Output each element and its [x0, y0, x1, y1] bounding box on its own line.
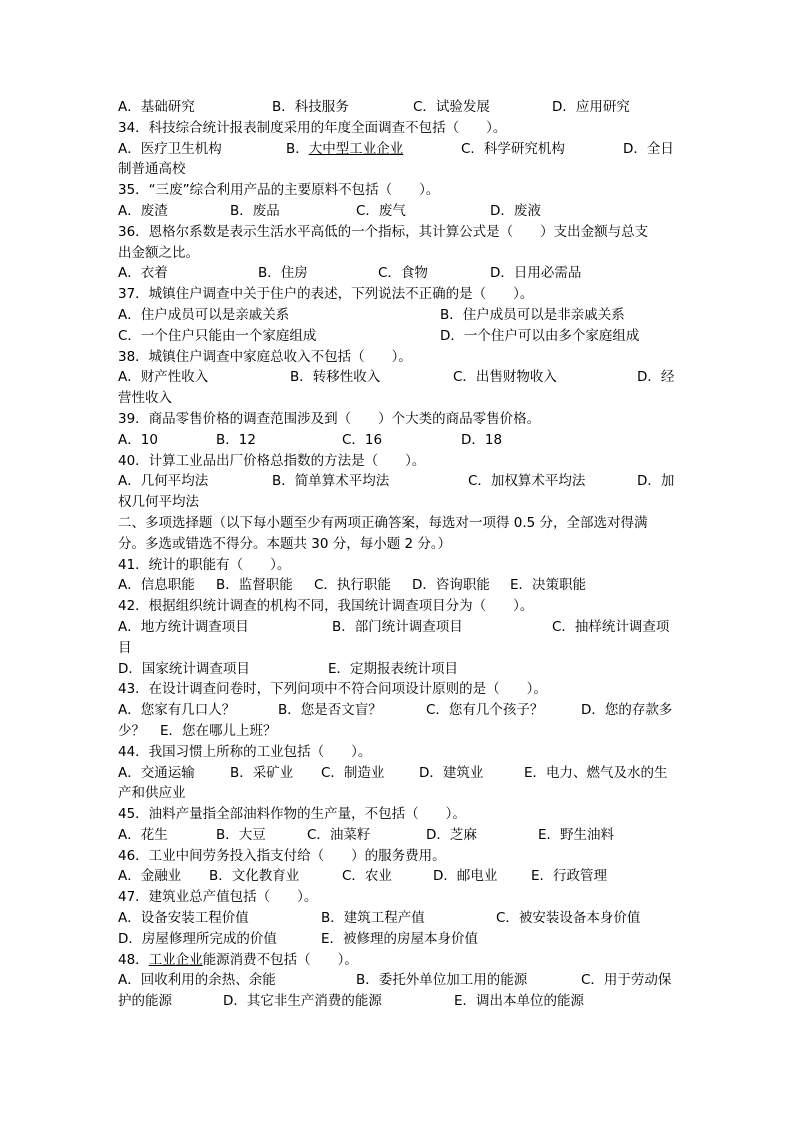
option-e: E．电力、燃气及水的生	[524, 764, 668, 781]
q40-wrap: 权几何平均法	[118, 494, 199, 511]
option-c: C．抽样统计调查项	[552, 618, 670, 635]
q45-stem: 45．油料产量指全部油料作物的生产量，不包括（ ）。	[118, 806, 466, 823]
q48-options	[118, 970, 678, 991]
option-d: D．邮电业	[433, 868, 498, 885]
q45-options	[118, 825, 678, 846]
option-a: A．花生	[118, 826, 168, 843]
q33-options	[118, 97, 678, 118]
q48-wrap	[118, 991, 678, 1012]
option-a: A．几何平均法	[118, 473, 209, 490]
option-d: D．芝麻	[426, 826, 477, 843]
option-b: B．大豆	[216, 826, 266, 843]
q48-number: 48．	[118, 951, 149, 968]
option-d: D．咨询职能	[412, 577, 490, 594]
option-d: D．房屋修理所完成的价值	[118, 930, 277, 947]
option-e: E．定期报表统计项目	[328, 660, 459, 677]
q39-options	[118, 430, 678, 451]
option-d: D．您的存款多	[581, 702, 673, 719]
q38-wrap: 营性收入	[118, 390, 172, 407]
option-b: B．文化教育业	[209, 868, 300, 885]
q47-options-2	[118, 929, 678, 950]
option-c: C．试验发展	[413, 99, 490, 115]
q42-options	[118, 617, 678, 638]
q36-options	[118, 263, 678, 284]
q43-wrap	[118, 721, 678, 742]
q43-options	[118, 700, 678, 721]
option-c: C．用于劳动保	[581, 972, 672, 989]
q44-wrap: 产和供应业	[118, 785, 186, 802]
option-b: B．采矿业	[230, 764, 294, 781]
option-d: D．日用必需品	[490, 265, 582, 282]
q44-options	[118, 763, 678, 784]
option-e: E．被修理的房屋本身价值	[321, 930, 479, 947]
exam-page	[118, 97, 678, 1012]
q48-underlined-text: 工业企业	[148, 951, 203, 968]
q42-options-2	[118, 659, 678, 680]
option-a: A．金融业	[118, 868, 182, 885]
option-a: A．基础研究	[118, 99, 195, 115]
q34-options	[118, 139, 678, 160]
q37-options-ab	[118, 305, 678, 326]
q35-stem: 35．“三废”综合利用产品的主要原料不包括（ ）。	[118, 182, 440, 199]
option-d: D．应用研究	[552, 99, 630, 115]
q48-stem-rest: 能源消费不包括（ ）。	[202, 951, 358, 968]
q41-options	[118, 575, 678, 596]
option-e: E．调出本单位的能源	[454, 993, 585, 1010]
q43-stem: 43．在设计调查问卷时，下列问项中不符合问项设计原则的是（ ）。	[118, 681, 547, 698]
option-c: C．被安装设备本身价值	[496, 910, 641, 927]
option-c: C．执行职能	[314, 577, 391, 594]
option-d-wrap: 少？	[118, 722, 145, 739]
option-b: B．部门统计调查项目	[332, 618, 463, 635]
q48-stem	[118, 950, 678, 971]
q47-stem: 47．建筑业总产值包括（ ）。	[118, 889, 318, 906]
q40-options	[118, 471, 678, 492]
option-c: C．制造业	[321, 764, 385, 781]
option-c: C．废气	[356, 202, 406, 219]
option-a: A．您家有几口人？	[118, 702, 236, 719]
q34-wrap: 制普通高校	[118, 161, 186, 178]
option-d: D．国家统计调查项目	[118, 660, 250, 677]
option-e: E．行政管理	[531, 868, 608, 885]
option-a: A．医疗卫生机构	[118, 140, 222, 157]
option-e: E．您在哪儿上班？	[160, 722, 277, 739]
option-a: A．信息职能	[118, 577, 195, 594]
q37-options-cd	[118, 326, 678, 347]
option-c-wrap: 护的能源	[118, 993, 172, 1010]
q34-stem: 34．科技综合统计报表制度采用的年度全面调查不包括（ ）。	[118, 119, 507, 136]
option-d: D．一个住户可以由多个家庭组成	[440, 327, 640, 344]
option-d: D．18	[461, 431, 503, 448]
q36-wrap: 出金额之比。	[118, 244, 199, 261]
option-c: C．加权算术平均法	[468, 473, 586, 490]
option-a: A．回收利用的余热、余能	[118, 972, 276, 989]
option-d: D．废液	[490, 202, 541, 219]
option-c: C．科学研究机构	[461, 140, 565, 157]
q42-stem: 42．根据组织统计调查的机构不同，我国统计调查项目分为（ ）。	[118, 598, 534, 615]
q36-stem: 36．恩格尔系数是表示生活水平高低的一个指标，其计算公式是（ ）支出金额与总支	[118, 223, 649, 240]
option-c: C．您有几个孩子？	[426, 702, 544, 719]
option-b: B．住户成员可以是非亲戚关系	[440, 306, 625, 323]
q46-options	[118, 866, 678, 887]
option-b: B．您是否文盲？	[278, 702, 382, 719]
q41-stem: 41．统计的职能有（ ）。	[118, 556, 291, 573]
q46-stem: 46．工业中间劳务投入指支付给（ ）的服务费用。	[118, 847, 446, 864]
option-a: A．地方统计调查项目	[118, 618, 249, 635]
option-d: D．经	[637, 369, 675, 386]
option-b: B．简单算术平均法	[272, 473, 390, 490]
option-a: A．10	[118, 431, 158, 448]
q38-options	[118, 367, 678, 388]
option-c: C．油菜籽	[307, 826, 371, 843]
option-b: B．转移性收入	[290, 369, 381, 386]
option-e: E．野生油料	[538, 826, 615, 843]
q37-stem: 37．城镇住户调查中关于住户的表述，下列说法不正确的是（ ）。	[118, 286, 534, 303]
option-d: D．其它非生产消费的能源	[223, 993, 382, 1010]
option-b: B．建筑工程产值	[321, 910, 425, 927]
q47-options	[118, 908, 678, 929]
section-2-heading-line2: 分。多选或错选不得分。本题共 30 分，每小题 2 分。）	[118, 535, 452, 552]
option-a: A．交通运输	[118, 764, 195, 781]
option-b: B．科技服务	[272, 99, 349, 115]
section-2-heading-line1: 二、多项选择题（以下每小题至少有两项正确答案，每选对一项得 0.5 分，全部选对得满	[118, 514, 648, 531]
q35-options	[118, 201, 678, 222]
q39-stem: 39．商品零售价格的调查范围涉及到（ ）个大类的商品零售价格。	[118, 410, 541, 427]
option-a: A．废渣	[118, 202, 168, 219]
option-b: B．12	[216, 431, 256, 448]
option-b: B．委托外单位加工用的能源	[356, 972, 528, 989]
option-c: C．食物	[378, 265, 428, 282]
option-c: C．一个住户只能由一个家庭组成	[118, 327, 317, 344]
option-d: D．建筑业	[419, 764, 484, 781]
q40-stem: 40．计算工业品出厂价格总指数的方法是（ ）。	[118, 452, 426, 469]
option-d: D．加	[637, 473, 675, 490]
option-b-underlined-text: 大中型工业企业	[308, 140, 404, 157]
option-b-label: B．	[286, 140, 309, 157]
option-a: A．设备安装工程价值	[118, 910, 249, 927]
option-b	[286, 139, 403, 160]
option-b: B．住房	[258, 265, 308, 282]
option-d: D．全日	[623, 140, 674, 157]
option-c: C．16	[342, 431, 383, 448]
q38-stem: 38．城镇住户调查中家庭总收入不包括（ ）。	[118, 348, 412, 365]
q42-wrap: 目	[118, 639, 132, 656]
option-a: A．衣着	[118, 265, 168, 282]
option-c: C．农业	[342, 868, 392, 885]
q44-stem: 44．我国习惯上所称的工业包括（ ）。	[118, 743, 372, 760]
option-a: A．财产性收入	[118, 369, 209, 386]
option-b: B．废品	[230, 202, 280, 219]
option-b: B．监督职能	[216, 577, 293, 594]
option-a: A．住户成员可以是亲戚关系	[118, 306, 290, 323]
option-c: C．出售财物收入	[453, 369, 557, 386]
option-e: E．决策职能	[510, 577, 587, 594]
